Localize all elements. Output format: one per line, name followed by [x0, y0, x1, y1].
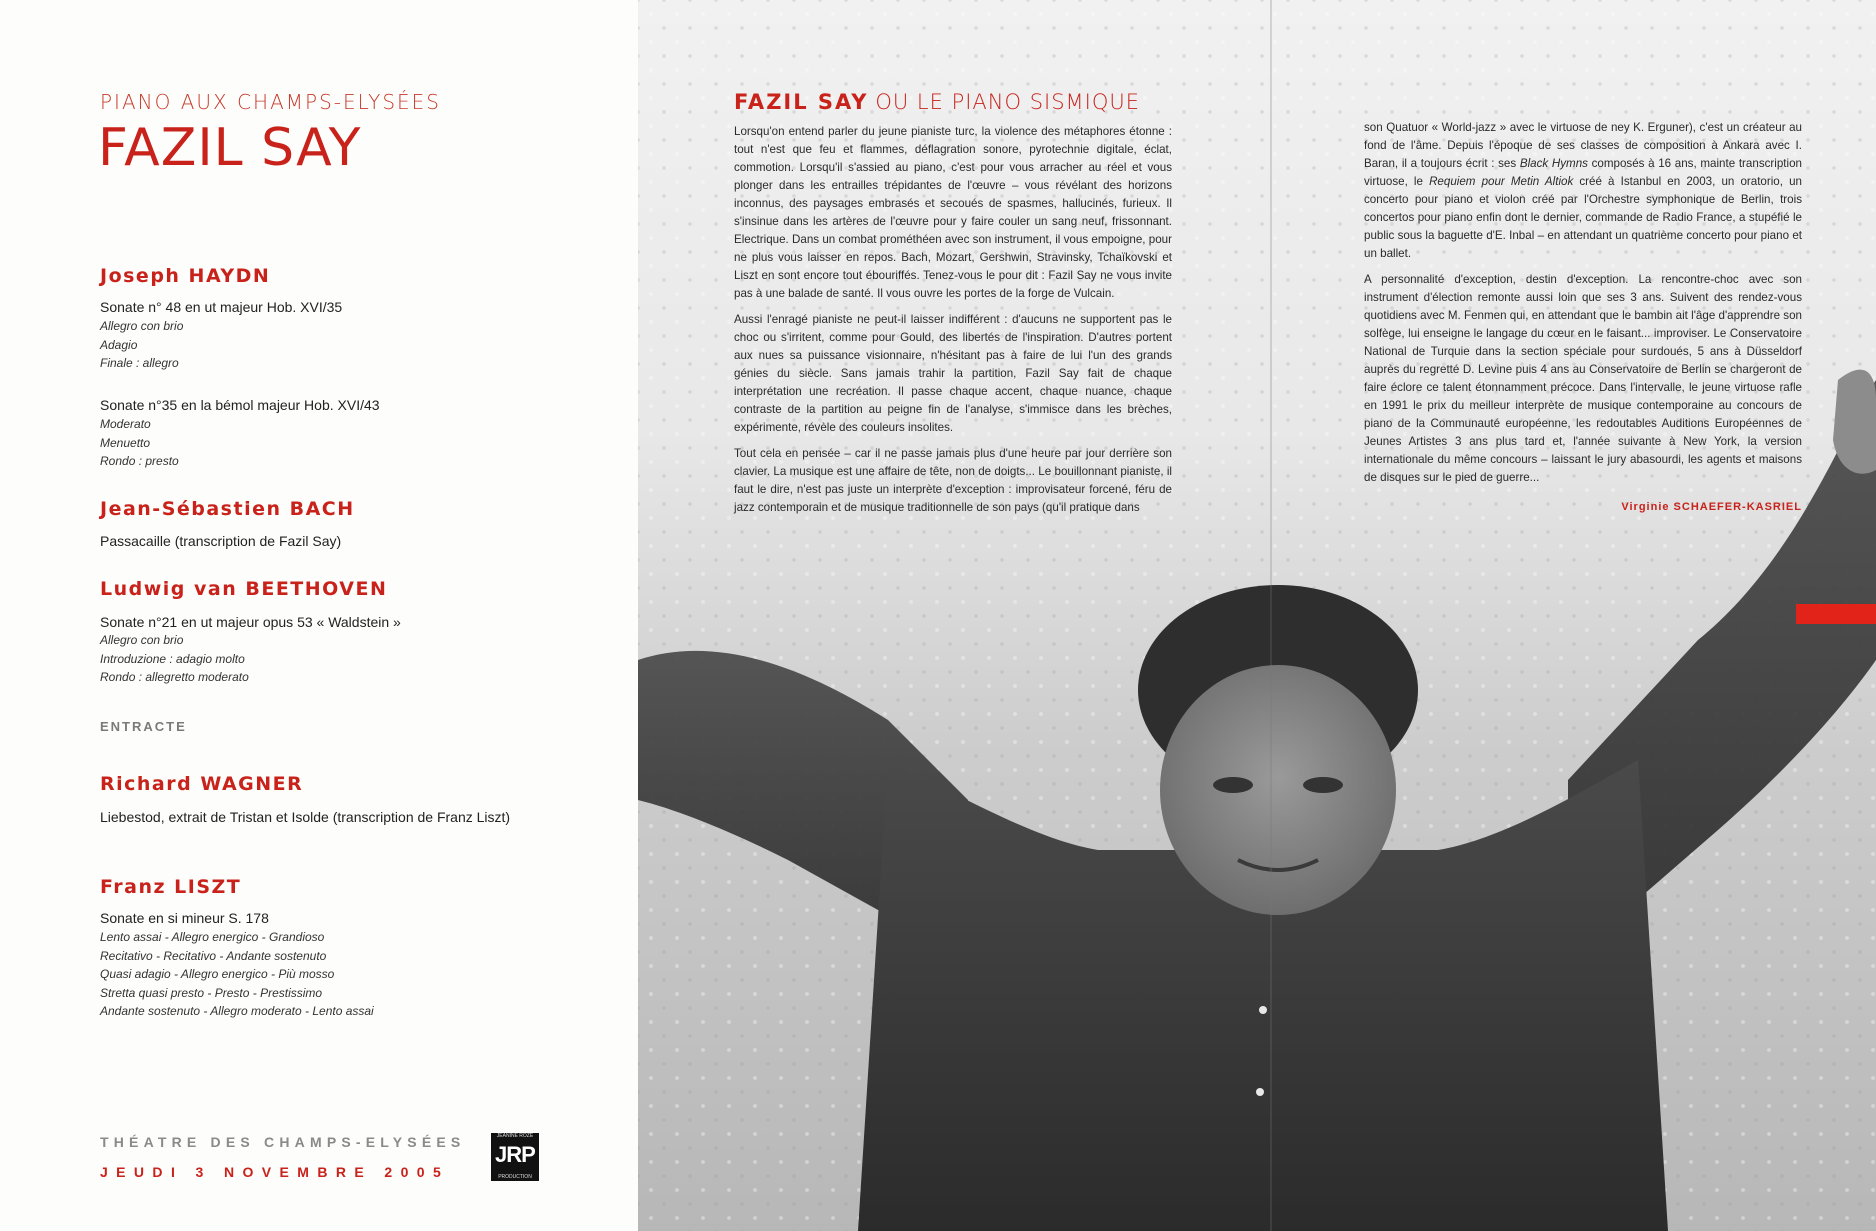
series-title: PIANO AUX CHAMPS-ELYSÉES — [100, 90, 441, 114]
work-title: Sonate n°21 en ut majeur opus 53 « Waldstein » — [100, 614, 401, 630]
work-title: Sonate en si mineur S. 178 — [100, 910, 269, 926]
movement: Quasi adagio - Allegro energico - Più mosso — [100, 967, 335, 981]
paragraph: Lorsqu'on entend parler du jeune pianiste turc, la violence des métaphores étonne : tout n'est que feu et flammes, déflagration sonore, pyrotechnie digitale, éclat, commotion. Lorsqu'il s'assied au piano, c'est pour vous arracher au réel et vous plonger dans les entrailles trépidantes de l'œuvre – vous révélant des horizons inconnus, des paysages embrasés et secoués de spasmes, hallucinés, furieux. Il s'insinue dans les artères de l'œuvre pour y faire couler un sang neuf, frissonnant. Electrique. Dans un combat prométhéen avec son instrument, il vous empoigne, pour ne plus vous laisser en repos. Bach, Mozart, Gershwin, Stravinsky, Tchaïkovski et Liszt en sont encore tout ébouriffés. Tenez-vous le pour dit : Fazil Say ne vous invite pas à une balade de santé. Il vous ouvre les portes de la forge de Vulcain. — [734, 125, 1172, 300]
movement: Lento assai - Allegro energico - Grandioso — [100, 930, 325, 944]
movement: Andante sostenuto - Allegro moderato - Lento assai — [100, 1004, 374, 1018]
red-tab-marker — [1796, 604, 1876, 624]
movement-list — [100, 415, 179, 471]
movement-list — [100, 928, 374, 1021]
movement: Menuetto — [100, 435, 151, 450]
program-panel — [0, 0, 638, 1231]
article-title-subtitle: OU LE PIANO SISMIQUE — [875, 90, 1141, 114]
movement: Adagio — [100, 337, 138, 352]
article-column-2 — [1364, 119, 1802, 495]
article-title — [734, 90, 1140, 115]
text-run: créé à Istanbul en 2003, un oratorio, un concerto pour piano et violon créé par l'Orchestre symphonique de Berlin, trois concertos pour piano enfin dont le dernier, commande de Radio France, a stupéfié le public sous la baguette d'E. Inbal – en attendant un quatrième concerto pour piano et un ballet. — [1364, 175, 1802, 260]
page-fold — [1270, 0, 1272, 1231]
logo-top-text: JEANINE ROZE — [496, 1133, 534, 1139]
concert-date: JEUDI 3 NOVEMBRE 2005 — [100, 1164, 450, 1180]
paragraph: Tout cela en pensée – car il ne passe jamais plus d'une heure par jour derrière son clavier. La musique est une affaire de tête, non de doigts... Le bouillonnant pianiste, il faut le dire, n'est pas juste un interprète d'exception : improvisateur forcené, féru de jazz contemporain et de musique traditionnelle de son pays (qu'il pratique dans — [734, 447, 1172, 514]
work-title: Liebestod, extrait de Tristan et Isolde (transcription de Franz Liszt) — [100, 809, 511, 825]
movement: Introduzione : adagio molto — [100, 651, 245, 666]
paragraph — [1364, 119, 1802, 263]
right-hand — [1833, 370, 1876, 474]
intermission-label: ENTRACTE — [100, 719, 187, 734]
paragraph: Aussi l'enragé pianiste ne peut-il laisser indifférent : d'aucuns ne supportent pas le choc ou s'irritent, comme pour Gould, des libertés de l'inspiration. D'autres portent aux nues sa puissance visionnaire, n'hésitant pas à faire de lui l'un des grands génies du siècle. Sans jamais trahir la partition, Fazil Say fait de chaque interprétation une recréation. Il passe chaque accent, chaque nuance, chaque contraste de la partition au peigne fin de l'analyse, s'immisce dans les brèches, expérimente, révèle des couleurs insolites. — [734, 313, 1172, 434]
work-title: Passacaille (transcription de Fazil Say) — [100, 533, 342, 549]
composer-heading: Joseph HAYDN — [100, 265, 271, 287]
work-title: Sonate n° 48 en ut majeur Hob. XVI/35 — [100, 299, 343, 315]
article-panel — [638, 0, 1876, 1231]
composer-heading: Jean-Sébastien BACH — [100, 498, 355, 520]
face — [1160, 665, 1396, 915]
artist-title: FAZIL SAY — [98, 118, 362, 178]
producer-logo — [491, 1133, 539, 1181]
article-title-name: FAZIL SAY — [734, 90, 869, 114]
text-run: son Quatuor « World-jazz » avec le virtuose de ney K. Erguner), c'est un créateur au fond de l'âme. Depuis l'époque de ses classes de composition à Ankara avec I. Baran, il a toujours écrit : ses — [1364, 121, 1802, 170]
work-title: Sonate n°35 en la bémol majeur Hob. XVI/43 — [100, 397, 380, 413]
logo-bottom-text: PRODUCTION — [498, 1174, 532, 1180]
logo-mark: JRP — [495, 1142, 535, 1167]
movement: Allegro con brio — [100, 633, 184, 647]
work-name: Black Hymns — [1519, 157, 1588, 170]
movement: Finale : allegro — [100, 356, 179, 370]
composer-heading: Franz LISZT — [100, 876, 242, 898]
text-run: composés à 16 ans, mainte transcription virtuose, le — [1364, 157, 1802, 188]
movement: Rondo : allegretto moderato — [100, 670, 249, 684]
movement-list — [100, 631, 249, 687]
article-column-1 — [734, 123, 1172, 525]
movement: Allegro con brio — [100, 319, 184, 333]
movement: Stretta quasi presto - Presto - Prestissimo — [100, 985, 323, 1000]
movement: Recitativo - Recitativo - Andante sostenuto — [100, 948, 327, 963]
movement: Rondo : presto — [100, 454, 179, 468]
composer-heading: Richard WAGNER — [100, 773, 304, 795]
movement: Moderato — [100, 417, 151, 431]
movement-list — [100, 317, 183, 373]
author-signature: Virginie SCHAEFER-KASRIEL — [1621, 501, 1802, 513]
work-name: Requiem pour Metin Altiok — [1429, 175, 1574, 188]
composer-heading: Ludwig van BEETHOVEN — [100, 578, 388, 600]
venue-name: THÉATRE DES CHAMPS-ELYSÉES — [100, 1134, 466, 1150]
paragraph: A personnalité d'exception, destin d'exception. La rencontre-choc avec son instrument d'élection remonte aussi loin que ses 3 ans. Suivent des rendez-vous quotidiens avec M. Fenmen qui, en attendant que le bambin ait l'âge d'apprendre son solfège, lui enseigne le langage du cœur en le faisant... improviser. Le Conservatoire National de Turquie dans la section spéciale pour surdoués, 5 ans à Düsseldorf auprès du regretté D. Levine puis 4 ans au Conservatoire de Berlin se chargeront de faire éclore ce talent étonnamment précoce. Dans l'intervalle, le jeune virtuose rafle en 1991 le prix du meilleur interprète de musique contemporaine au concours de piano de la Communauté européenne, les redoutables Auditions Européennes de Jeunes Artistes 3 ans plus tard et, l'année suivante à New York, la version internationale du même concours – laissant le jury abasourdi, les agents et maisons de disques sur le pied de guerre... — [1364, 273, 1802, 484]
